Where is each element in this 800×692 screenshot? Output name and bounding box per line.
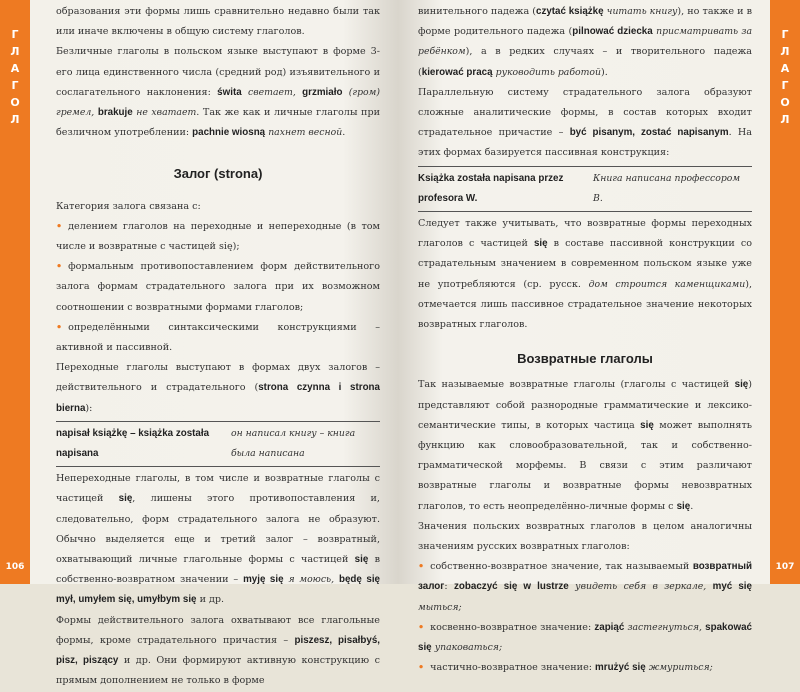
translation: не хватает xyxy=(136,107,197,119)
section-heading-reflexive: Возвратные глаголы xyxy=(517,351,653,367)
polish-word: się xyxy=(354,554,369,566)
polish-word: pachnie wiosną xyxy=(192,127,266,139)
translation: руководить работой xyxy=(495,66,602,78)
polish-word: zobaczyć się w lustrze xyxy=(454,581,569,593)
translation: дом строится каменщиками xyxy=(588,278,746,290)
left-page-number: 106 xyxy=(5,562,25,572)
text: Следует также учитывать, что возвратные формы переходных глаголов с частицей xyxy=(418,218,752,250)
right-page xyxy=(398,0,770,674)
polish-word: być pisanym, zostać napisanym xyxy=(569,127,729,139)
text: и др. Они формируют активную конструкцию с прямым дополнением не только в форме xyxy=(56,655,380,687)
text: формальным противопоставлением форм действительного залога формам страдательного залога при их возможном соотношении с возвратными формами глаголов; xyxy=(56,261,380,313)
text: Формы действительного залога охватывают все глагольные формы, кроме страдательного причастия – xyxy=(56,614,380,646)
paragraph xyxy=(418,517,752,557)
bullet-icon: • xyxy=(418,561,425,573)
polish-word: świta xyxy=(217,86,242,98)
paragraph xyxy=(56,197,380,217)
text: в составе пассивной конструкции со страдательным значением в современном польском языке уже не употребляются (ср. русск. xyxy=(418,238,752,290)
polish-word: spakować się xyxy=(418,621,752,654)
paragraph xyxy=(418,2,752,83)
section-heading-voice: Залог (strona) xyxy=(173,166,263,182)
text: ), отмечается лишь пассивное страдательное значение некоторых возвратных глаголов. xyxy=(418,278,752,331)
text: и др. xyxy=(199,594,225,606)
paragraph xyxy=(418,83,752,164)
translation: упаковаться; xyxy=(434,642,503,654)
translation: мыться; xyxy=(418,601,462,613)
right-margin-stripe xyxy=(770,0,800,584)
text: . xyxy=(690,500,694,512)
bullet-icon: • xyxy=(56,261,63,273)
left-side-title xyxy=(0,26,30,128)
divider xyxy=(56,421,380,422)
paragraph xyxy=(56,2,380,42)
text: ) представляют собой разнородные грамматические и лексико-семантические типы, в которых частица xyxy=(418,379,752,431)
divider xyxy=(418,166,752,167)
text: делением глаголов на переходные и непереходные (в том числе и возвратные с частицей się); xyxy=(56,220,380,253)
right-page-content xyxy=(418,2,752,679)
polish-word: zapiąć xyxy=(594,621,625,633)
bullet-item xyxy=(418,618,752,658)
text: . Так же как и личные глаголы при безличном употреблении: xyxy=(56,107,380,139)
divider xyxy=(418,211,752,212)
paragraph xyxy=(56,42,380,143)
paragraph xyxy=(418,214,752,335)
text: Непереходные глаголы, в том числе и возвратные глаголы с частицей xyxy=(56,473,380,505)
polish-word: myję się xyxy=(243,574,284,586)
example-row xyxy=(418,169,752,209)
left-margin-stripe xyxy=(0,0,30,584)
text: Параллельную систему страдательного залога образуют сложные аналитические формы, в состав которых входит страдательное причастие – xyxy=(418,86,752,139)
bullet-icon: • xyxy=(418,662,425,674)
paragraph xyxy=(56,358,380,419)
text: : xyxy=(444,581,448,593)
text: винительного падежа ( xyxy=(418,6,536,17)
bullet-item xyxy=(418,658,752,678)
text: ), а в редких случаях – и творительного падежа ( xyxy=(418,46,752,78)
text: ), но также и в форме родительного падежа ( xyxy=(418,6,752,38)
bullet-item xyxy=(418,557,752,618)
paragraph xyxy=(56,469,380,610)
text: образования эти формы лишь сравнительно недавно были так или иначе включены в общую систему глаголов. xyxy=(56,6,380,38)
polish-word: strona czynna i strona bierna xyxy=(56,382,380,414)
polish-word: возвратный залог xyxy=(418,561,752,593)
right-side-title-text: ГЛАГОЛ xyxy=(780,28,790,126)
bullet-item xyxy=(56,318,380,358)
divider xyxy=(56,466,380,467)
polish-word: pilnować dziecka xyxy=(572,26,653,38)
text: Категория залога связана с: xyxy=(56,200,201,212)
polish-word: się xyxy=(734,379,749,391)
bullet-item xyxy=(56,217,380,257)
polish-word: się xyxy=(118,493,133,505)
translation: читать книгу xyxy=(606,6,678,17)
text: , лишены этого противопоставления и, следовательно, форм страдательного залога не образуют. Обычно выделяется еще и третий залог – возвратный, охватывающий личные глагольные формы с частицей xyxy=(56,493,380,566)
polish-word: myć się xyxy=(712,581,752,593)
polish-word: brakuje xyxy=(97,107,133,119)
example-russian: он написал книгу – книга была написана xyxy=(231,427,356,460)
right-page-number: 107 xyxy=(775,562,795,572)
polish-word: się xyxy=(676,500,691,512)
text: Значения польских возвратных глаголов в целом аналогичны значениям русских возвратных глаголов: xyxy=(418,520,752,553)
text: частично-возвратное значение: xyxy=(430,662,592,674)
bullet-icon: • xyxy=(418,621,425,633)
polish-word: piszesz, pisałbyś, pisz, piszący xyxy=(56,634,380,667)
polish-word: kierować pracą xyxy=(421,66,493,78)
paragraph xyxy=(418,375,752,516)
polish-word: będę się mył, umyłem się, umyłbym się xyxy=(56,574,380,606)
translation: увидеть себя в зеркале, xyxy=(575,581,707,593)
translation: застегнуться, xyxy=(627,621,702,633)
example-russian: Книга написана профессором В. xyxy=(593,172,741,204)
text: Переходные глаголы выступают в формах двух залогов – действительного и страдательного ( xyxy=(56,362,380,394)
paragraph xyxy=(56,611,380,692)
translation: жмуриться; xyxy=(648,662,713,674)
polish-word: się xyxy=(533,238,548,250)
bullet-icon: • xyxy=(56,321,63,333)
left-page xyxy=(30,0,398,687)
translation: пахнет весной xyxy=(268,127,343,139)
text: определёнными синтаксическими конструкциями – активной и пассивной. xyxy=(56,321,380,354)
translation: светает, xyxy=(248,86,296,98)
right-side-title xyxy=(770,26,800,128)
polish-word: mrużyć się xyxy=(595,662,646,674)
text: . xyxy=(342,127,346,139)
text: косвенно-возвратное значение: xyxy=(430,621,592,633)
text: Так называемые возвратные глаголы (глаголы с частицей xyxy=(418,379,730,391)
text: собственно-возвратное значение, так называемый xyxy=(430,561,690,573)
polish-word: się xyxy=(640,419,654,431)
left-page-content xyxy=(56,2,380,692)
text: может выполнять функцию как словообразовательной, так и собственно-грамматической морфемы. В связи с этим различают возвратные глаголы и возвратные формы невозвратных глаголов, то есть неопределённо-личные формы с xyxy=(418,419,752,512)
text: . На этих формах базируется пассивная конструкция: xyxy=(418,127,752,159)
bullet-item xyxy=(56,257,380,318)
bullet-icon: • xyxy=(56,220,63,232)
example-row xyxy=(56,424,380,464)
text: ): xyxy=(85,402,93,414)
polish-word: czytać książkę xyxy=(536,6,604,17)
polish-word: grzmiało xyxy=(302,86,343,98)
left-side-title-text: ГЛАГОЛ xyxy=(10,28,20,126)
text: ). xyxy=(601,66,608,78)
text: в собственно-возвратном значении – xyxy=(56,554,380,586)
translation: я моюсь, xyxy=(288,574,335,586)
translation: (гром) гремел, xyxy=(56,86,380,119)
translation: присматривать за ребёнком xyxy=(418,26,753,58)
example-polish: Książka została napisana przez profesora W. xyxy=(418,172,564,204)
text: Безличные глаголы в польском языке выступают в форме 3-его лица единственного числа (средний род) изъявительного и сослагательного наклонения: xyxy=(56,46,380,98)
example-polish: napisał książkę – książka została napisana xyxy=(56,427,210,460)
